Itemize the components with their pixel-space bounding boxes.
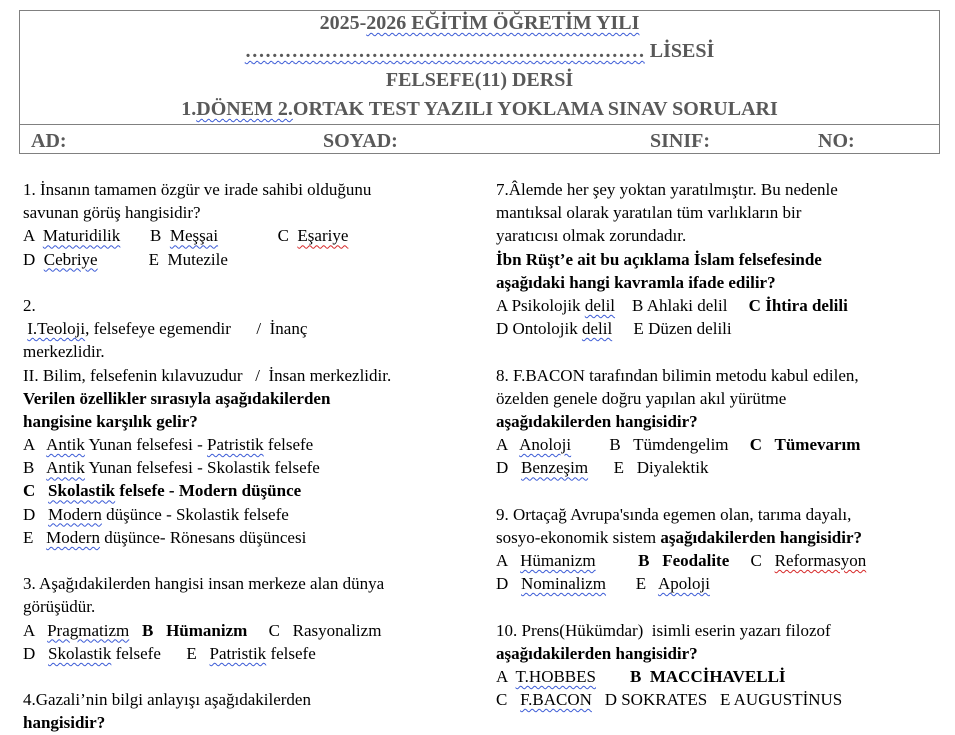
q4-stem: 4.Gazali’nin bilgi anlayışı aşağıdakilerden bbox=[23, 690, 311, 710]
q2-option-d: D Modern düşünce - Skolastik felsefe bbox=[23, 504, 289, 524]
q1-options-abc: A Maturidilik B Meşşai C Eşariye bbox=[23, 226, 349, 246]
class-field-label: SINIF: bbox=[650, 130, 711, 152]
q7-options-de: D Ontolojik delil E Düzen delili bbox=[496, 319, 732, 339]
surname-field-label: SOYAD: bbox=[323, 130, 398, 152]
q3-options-abc: A Pragmatizm B Hümanizm C Rasyonalizm bbox=[23, 620, 382, 640]
header-divider bbox=[20, 124, 939, 125]
question-10 bbox=[496, 619, 951, 712]
q10-options-cde: C F.BACON D SOKRATES E AUGUSTİNUS bbox=[496, 690, 843, 710]
q7-question: İbn Rüşt’e ait bu açıklama İslam felsefesinde bbox=[496, 249, 822, 269]
question-8 bbox=[496, 364, 951, 480]
q8-options-abc: A Anoloji B Tümdengelim C Tümevarım bbox=[496, 435, 861, 455]
q2-option-b: B Antik Yunan felsefesi - Skolastik felsefe bbox=[23, 458, 320, 478]
q10-question: aşağıdakilerden hangisidir? bbox=[496, 643, 698, 663]
q2-number: 2. bbox=[23, 295, 36, 315]
q9-stem: 9. Ortaçağ Avrupa'sında egemen olan, tarıma dayalı, bbox=[496, 504, 852, 524]
school-year-title: 2025-2026 EĞİTİM ÖĞRETİM YILI bbox=[319, 12, 640, 34]
left-column bbox=[23, 178, 478, 735]
q1-stem: 1. İnsanın tamamen özgür ve irade sahibi olduğunu bbox=[23, 180, 372, 199]
q7-options-abc: A Psikolojik delil B Ahlaki delil C İhtira delili bbox=[496, 295, 848, 315]
q7-question-cont: aşağıdaki hangi kavramla ifade edilir? bbox=[496, 272, 776, 292]
question-9 bbox=[496, 503, 951, 596]
q2-option-a: A Antik Yunan felsefesi - Patristik felsefe bbox=[23, 435, 314, 455]
q9-options-de: D Nominalizm E Apoloji bbox=[496, 574, 710, 594]
q10-options-ab: A T.HOBBES B MACCİHAVELLİ bbox=[496, 666, 786, 686]
exam-header bbox=[19, 10, 940, 154]
course-title: FELSEFE(11) DERSİ bbox=[385, 69, 574, 91]
q2-statement-1: I.Teoloji, felsefeye egemendir / İnanç bbox=[27, 319, 308, 339]
q2-statement-2: II. Bilim, felsefenin kılavuzudur / İnsan merkezlidir. bbox=[23, 365, 392, 385]
number-field-label: NO: bbox=[818, 130, 855, 152]
right-column bbox=[496, 178, 951, 711]
q2-question: Verilen özellikler sırasıyla aşağıdakilerden bbox=[23, 388, 331, 408]
q1-options-de: D Cebriye E Mutezile bbox=[23, 249, 228, 269]
q10-stem: 10. Prens(Hükümdar) isimli eserin yazarı filozof bbox=[496, 620, 831, 640]
q2-statement-1-cont: merkezlidir. bbox=[23, 342, 105, 362]
question-2 bbox=[23, 294, 478, 549]
exam-title: 1.DÖNEM 2.ORTAK TEST YAZILI YOKLAMA SINAV SORULARI bbox=[181, 98, 778, 120]
question-1 bbox=[23, 178, 478, 271]
q3-options-de: D Skolastik felsefe E Patristik felsefe bbox=[23, 643, 316, 663]
q1-stem-cont: savunan görüş hangisidir? bbox=[23, 203, 201, 223]
q8-question: aşağıdakilerden hangisidir? bbox=[496, 411, 698, 431]
q8-stem-cont: özelden genele doğru yapılan akıl yürütme bbox=[496, 388, 787, 408]
q2-option-c: C Skolastik felsefe - Modern düşünce bbox=[23, 481, 302, 501]
q9-options-abc: A Hümanizm B Feodalite C Reformasyon bbox=[496, 551, 867, 570]
school-name-line: …………………………………………………… LİSESİ bbox=[244, 40, 715, 62]
q7-stem-cont-2: yaratıcısı olmak zorundadır. bbox=[496, 226, 687, 246]
q8-options-de: D Benzeşim E Diyalektik bbox=[496, 458, 709, 478]
q2-option-e: E Modern düşünce- Rönesans düşüncesi bbox=[23, 527, 307, 547]
q8-stem: 8. F.BACON tarafından bilimin metodu kabul edilen, bbox=[496, 365, 859, 385]
q3-stem: 3. Aşağıdakilerden hangisi insan merkeze alan dünya bbox=[23, 574, 385, 594]
q3-stem-cont: görüşüdür. bbox=[23, 597, 96, 617]
question-3 bbox=[23, 572, 478, 665]
q2-question-cont: hangisine karşılık gelir? bbox=[23, 411, 198, 431]
q7-stem: 7.Âlemde her şey yoktan yaratılmıştır. Bu nedenle bbox=[496, 180, 838, 199]
name-field-label: AD: bbox=[31, 130, 67, 152]
q4-stem-cont: hangisidir? bbox=[23, 713, 106, 733]
question-7 bbox=[496, 178, 951, 340]
q9-stem-cont: sosyo-ekonomik sistem aşağıdakilerden hangisidir? bbox=[496, 527, 863, 547]
q7-stem-cont-1: mantıksal olarak yaratılan tüm varlıkların bir bbox=[496, 203, 802, 223]
